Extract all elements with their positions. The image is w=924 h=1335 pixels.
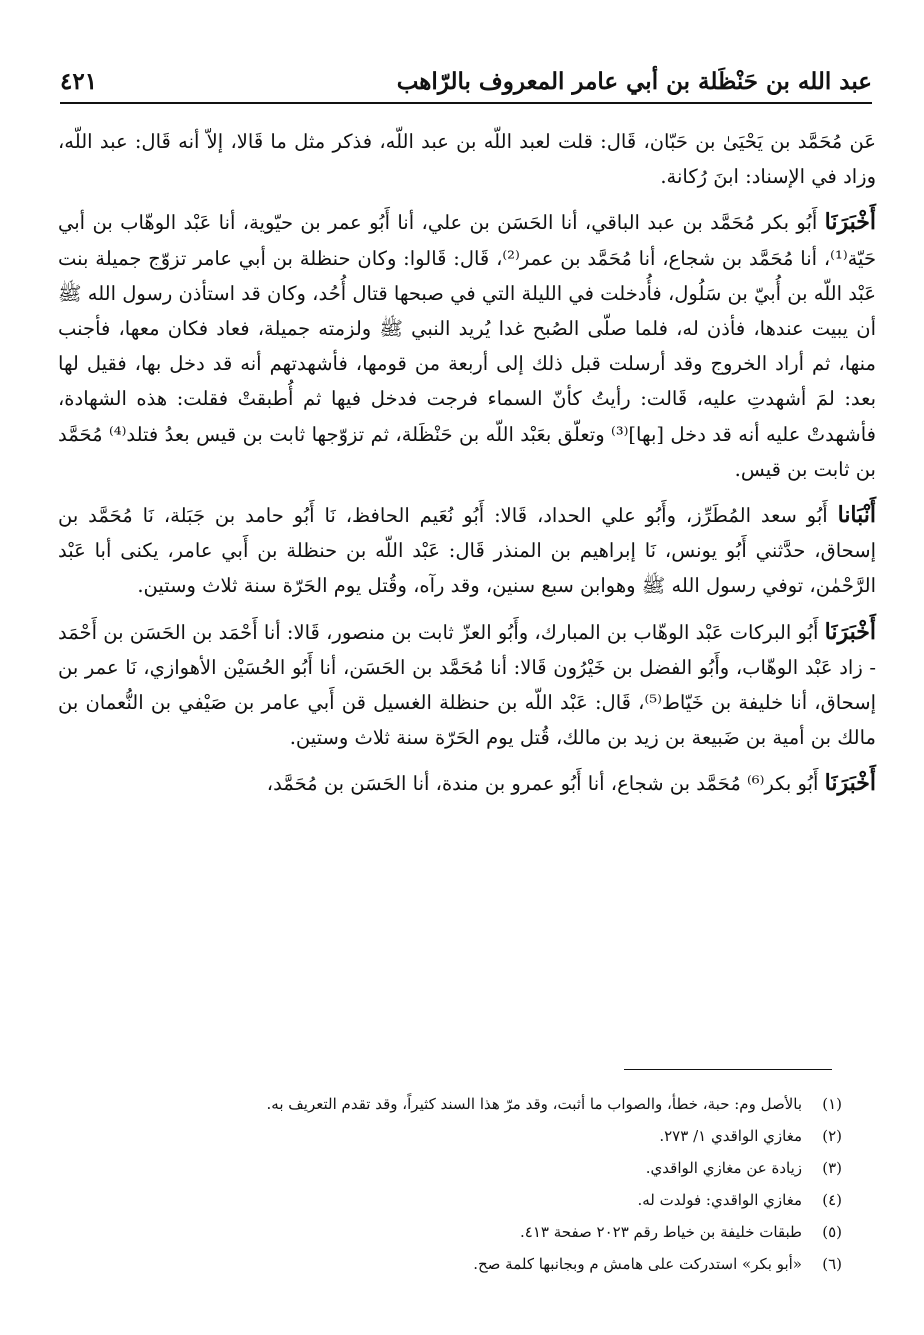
paragraph <box>58 498 876 604</box>
paragraph-text: أَبُو بكر⁽⁶⁾ مُحَمَّد بن شجاع، أنا أَبُو عمرو بن مندة، أنا الحَسَن بن مُحَمَّد، <box>266 772 825 796</box>
main-text <box>58 124 876 802</box>
footnotes <box>70 1088 842 1280</box>
footnote-text: طبقات خليفة بن خياط رقم ٢٠٢٣ صفحة ٤١٣. <box>520 1223 802 1241</box>
header-rule <box>60 102 872 104</box>
paragraph-text: أَبُو بكر مُحَمَّد بن عبد الباقي، أنا الحَسَن بن علي، أنا أَبُو عمر بن حيّوية، أنا عَبْد الوهّاب بن أبي حَيّة⁽¹⁾، أنا مُحَمَّد بن شجاع، أنا مُحَمَّد بن عمر⁽²⁾، قَال: قَالوا: وكان حنظلة بن أبي عامر تزوّج جميلة بنت عَبْد اللّه بن أُبيّ بن سَلُول، فأُدخلت في الليلة التي في صبحها قتال أُحُد، وكان قد استأذن رسول الله ﷺ أن يبيت عندها، فأذن له، فلما صلّى الصُبح غدا يُريد النبي ﷺ ولزمته جميلة، فعاد فكان معها، فأجنب منها، ثم أراد الخروج وقد أرسلت قبل ذلك إلى أربعة من قومها، فأشهدتهم أنه قد دخل بها، فقيل لها بعد: لمَ أشهدتِ عليه، قَالت: رأيتُ كأنّ السماء فرجت فدخل فيها ثم أُطبقتْ فقلت: هذه الشهادة، فأشهدتْ عليه أنه قد دخل [بها]⁽³⁾ وتعلّق بعَبْد اللّه بن حَنْظَلة، ثم تزوّجها ثابت بن قيس بعدُ فتلد⁽⁴⁾ مُحَمَّد بن ثابت بن قيس. <box>58 211 876 481</box>
paragraph <box>58 766 876 801</box>
paragraph <box>58 205 876 487</box>
page-header <box>60 60 872 104</box>
paragraph-lead: أَنْبَانا <box>837 502 877 529</box>
footnote <box>70 1120 842 1152</box>
paragraph <box>58 615 876 756</box>
paragraph-lead: أَخْبَرَنَا <box>824 770 876 797</box>
footnote-number: (٥) <box>822 1223 842 1241</box>
footnote-text: «أبو بكر» استدركت على هامش م وبجانبها كلمة صح. <box>473 1255 802 1273</box>
paragraph <box>58 124 876 194</box>
footnote <box>70 1088 842 1120</box>
footnote-separator <box>624 1069 832 1070</box>
footnote <box>70 1152 842 1184</box>
footnote-number: (٤) <box>822 1191 842 1209</box>
footnote-number: (٦) <box>822 1255 842 1273</box>
paragraph-text: أَبُو سعد المُطَرِّز، وأَبُو علي الحداد، قَالا: أَبُو نُعَيم الحافظ، نَا أَبُو حامد بن جَبَلة، نَا مُحَمَّد بن إسحاق، حدَّثني أَبُو يونس، نَا إبراهيم بن المنذر قَال: عَبْد اللّه بن حنظلة بن أَبي عامر، يكنى أبا عَبْد الرَّحْمٰن، توفي رسول الله ﷺ وهوابن سبع سنين، وقد رآه، وقُتل يوم الحَرّة سنة ثلاث وستين. <box>58 504 876 598</box>
footnote <box>70 1184 842 1216</box>
paragraph-text: عَن مُحَمَّد بن يَحْيَىٰ بن حَبّان، قَال: قلت لعبد اللّه بن عبد اللّه، فذكر مثل ما قَالا، إلاّ أنه قَال: عبد اللّه، وزاد في الإسناد: ابنَ رُكانة. <box>58 130 876 189</box>
paragraph-lead: أَخْبَرَنَا <box>824 618 876 645</box>
footnote-text: بالأصل وم: حبة، خطأ، والصواب ما أثبت، وقد مرّ هذا السند كثيراً، وقد تقدم التعريف به. <box>266 1095 802 1113</box>
page-number: ٤٢١ <box>60 68 98 95</box>
footnote-text: مغازي الواقدي: فولدت له. <box>637 1191 802 1209</box>
footnote-number: (٣) <box>822 1159 842 1177</box>
footnote-text: مغازي الواقدي ١/ ٢٧٣. <box>659 1127 802 1145</box>
paragraph-text: أَبُو البركات عَبْد الوهّاب بن المبارك، وأَبُو العزّ ثابت بن منصور، قَالا: أنا أَحْمَد بن الحَسَن بن أَحْمَد - زاد عَبْد الوهّاب، وأَبُو الفضل بن خَيْرُون قَالا: أنا مُحَمَّد بن الحَسَن، أنا أَبُو الحُسَيْن الأهوازي، نَا عمر بن إسحاق، أنا خليفة بن خَيّاط⁽⁵⁾، قَال: عَبْد اللّه بن حنظلة الغسيل قن أَبي عامر بن صَيْفي بن النُّعمان بن مالك بن أمية بن ضَبيعة بن زيد بن مالك، قُتل يوم الحَرّة سنة ثلاث وستين. <box>58 620 877 750</box>
footnote-number: (١) <box>822 1095 842 1113</box>
footnote-number: (٢) <box>822 1127 842 1145</box>
paragraph-lead: أَخْبَرَنَا <box>824 209 876 236</box>
footnote <box>70 1216 842 1248</box>
running-title: عبد الله بن حَنْظَلة بن أبي عامر المعروف بالرّاهب <box>396 68 872 95</box>
footnote <box>70 1248 842 1280</box>
footnote-text: زيادة عن مغازي الواقدي. <box>645 1159 802 1177</box>
